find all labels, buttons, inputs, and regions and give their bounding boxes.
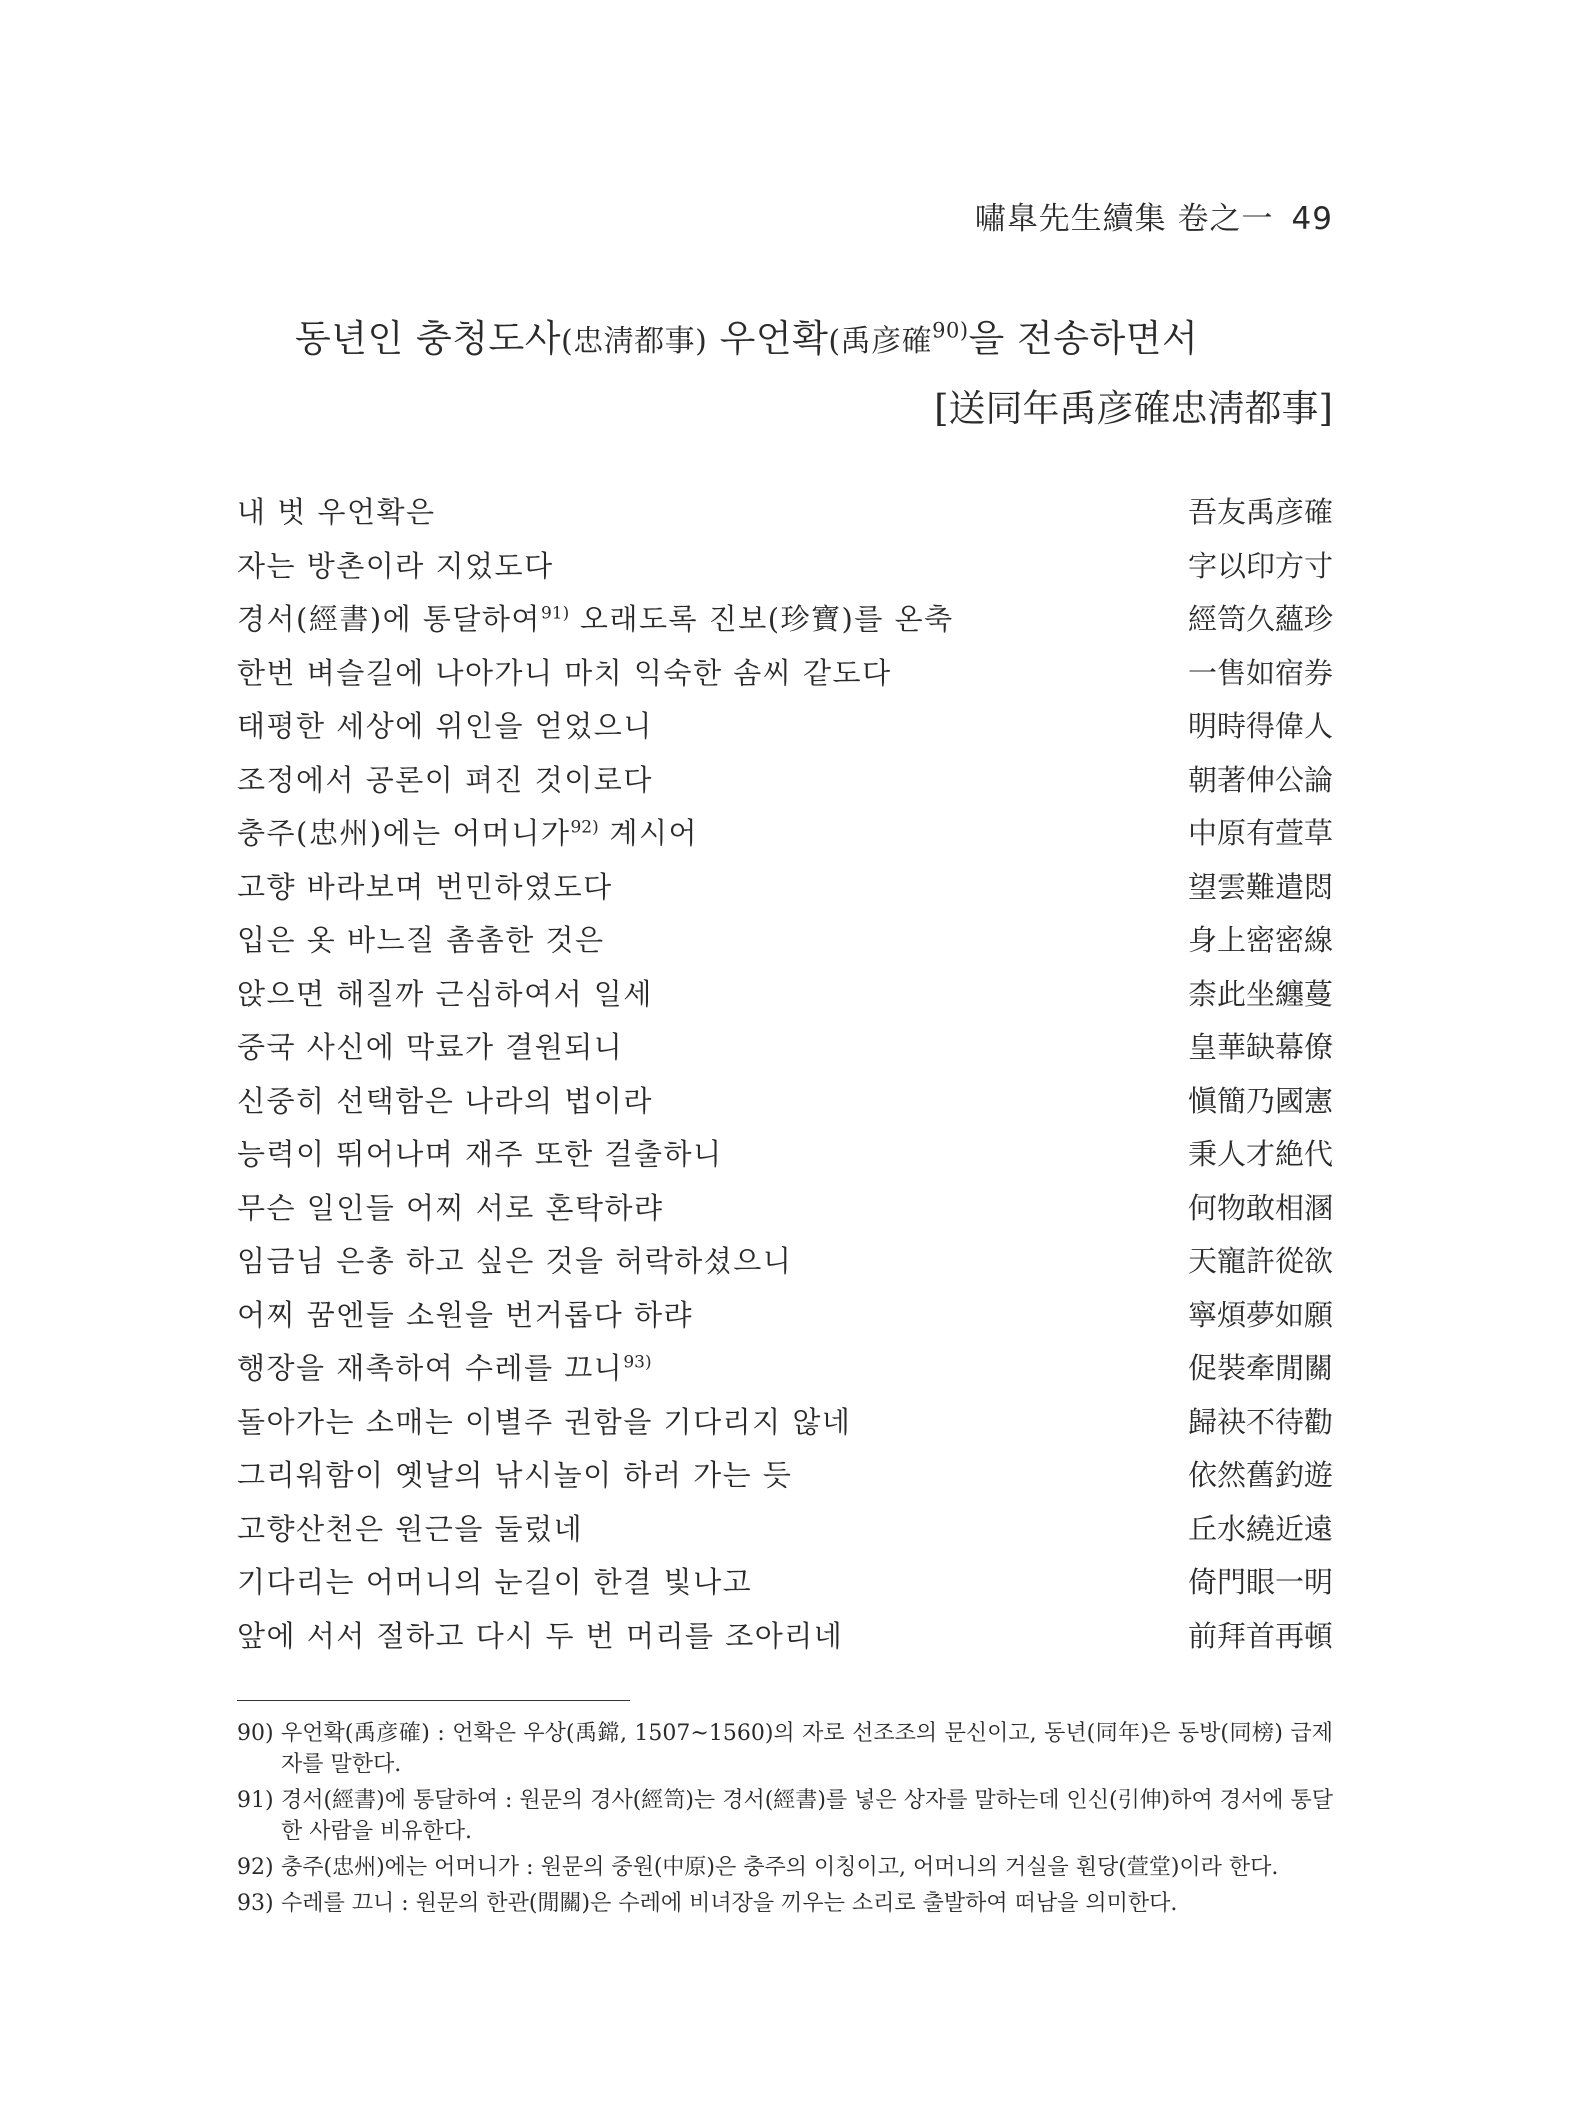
poem-hanja: 促裝牽閒關 [1187, 1351, 1333, 1385]
poem-korean [237, 704, 653, 745]
poem-hanja: 中原有萱草 [1187, 816, 1333, 850]
footnote-ref: 92) [570, 817, 599, 838]
poem-hanja: 吾友禹彦確 [1187, 495, 1333, 529]
poem-korean [237, 1293, 693, 1334]
poem-korean [237, 1453, 792, 1494]
poem-line [237, 758, 1333, 812]
poem-korean-text: 한번 벼슬길에 나아가니 마치 익숙한 솜씨 같도다 [237, 655, 892, 690]
poem-korean [237, 1400, 851, 1441]
poem-korean-text: 어찌 꿈엔들 소원을 번거롭다 하랴 [237, 1297, 694, 1332]
poem-hanja: 秉人才絶代 [1187, 1137, 1333, 1171]
poem-hanja: 天寵許從欲 [1187, 1244, 1333, 1278]
poem-korean-text-cont: 계시어 [598, 816, 698, 850]
footnote [237, 1852, 1333, 1883]
title-part-1: 동년인 충청도사 [295, 317, 561, 360]
poem-korean [237, 1346, 652, 1387]
poem-hanja: 倚門眼一明 [1187, 1565, 1333, 1599]
poem-hanja: 愼簡乃國憲 [1187, 1083, 1333, 1118]
poem-hanja: 字以印方寸 [1187, 548, 1333, 583]
poem-korean-text: 능력이 뛰어나며 재주 또한 걸출하니 [237, 1137, 723, 1171]
footnote [237, 1785, 1333, 1847]
poem-title [295, 308, 1198, 362]
poem-korean-text: 자는 방촌이라 지었도다 [237, 548, 554, 583]
footnote-number: 90) [237, 1721, 274, 1746]
poem-line [237, 1560, 1333, 1614]
poem-korean [237, 918, 605, 959]
poem-korean [237, 972, 653, 1013]
poem-korean [237, 1186, 664, 1227]
poem-korean [237, 1560, 752, 1601]
poem-line [237, 1186, 1333, 1240]
poem-line [237, 704, 1333, 758]
poem-line [237, 1293, 1333, 1347]
poem-subtitle: [送同年禹彦確忠淸都事] [934, 387, 1333, 430]
poem-korean [237, 1239, 792, 1280]
poem-korean-text: 내 벗 우언확은 [237, 495, 436, 529]
poem-korean [237, 1507, 583, 1548]
poem-korean-text: 조정에서 공론이 펴진 것이로다 [237, 762, 653, 797]
poem-korean-text: 그리워함이 옛날의 낚시놀이 하러 가는 듯 [237, 1458, 793, 1492]
footnote [237, 1888, 1333, 1919]
footnote [237, 1718, 1333, 1780]
footnote-text: 우언확(禹彦確) : 언확은 우상(禹鏛, 1507~1560)의 자로 선조조의 문신이고, 동년(同年)은 동방(同榜) 급제자를 말한다. [281, 1721, 1333, 1777]
poem-hanja: 朝著伸公論 [1187, 762, 1333, 797]
footnote-number: 93) [237, 1891, 274, 1916]
poem-line [237, 490, 1333, 544]
footnote-number: 92) [237, 1855, 274, 1880]
poem-hanja: 望雲難遣悶 [1187, 869, 1333, 904]
poem-korean [237, 811, 698, 852]
poem-hanja: 何物敢相溷 [1187, 1190, 1333, 1225]
poem-korean-text: 임금님 은총 하고 싶은 것을 허락하셨으니 [237, 1244, 793, 1278]
poem-korean-text: 무슨 일인들 어찌 서로 혼탁하랴 [237, 1190, 664, 1225]
poem-line [237, 1614, 1333, 1668]
poem-hanja: 前拜首再頓 [1187, 1618, 1333, 1653]
footnotes [237, 1718, 1333, 1924]
poem-line [237, 1239, 1333, 1293]
footnote-text: 충주(忠州)에는 어머니가 : 원문의 중원(中原)은 충주의 이칭이고, 어머니의 거실을 훤당(萱堂)이라 한다. [281, 1855, 1279, 1880]
poem-korean [237, 544, 554, 585]
poem-korean-text: 태평한 세상에 위인을 얻었으니 [237, 709, 653, 743]
poem-korean-text: 중국 사신에 막료가 결원되니 [237, 1030, 624, 1064]
poem-korean-text: 앞에 서서 절하고 다시 두 번 머리를 조아리네 [237, 1618, 844, 1653]
poem-line [237, 972, 1333, 1026]
page-number: 49 [1291, 201, 1333, 237]
poem-korean-text: 돌아가는 소매는 이별주 권함을 기다리지 않네 [237, 1404, 852, 1439]
poem-line [237, 651, 1333, 705]
title-paren-2: (禹彦確 [828, 324, 933, 359]
footnote-text: 수레를 끄니 : 원문의 한관(閒關)은 수레에 비녀장을 끼우는 소리로 출발하여 떠남을 의미한다. [281, 1891, 1178, 1916]
poem-korean [237, 490, 436, 531]
footnote-divider [237, 1700, 630, 1701]
poem-hanja: 皇華缺幕僚 [1187, 1030, 1333, 1064]
poem-korean [237, 1614, 843, 1655]
poem-korean-text: 신중히 선택함은 나라의 법이라 [237, 1083, 653, 1118]
poem-line [237, 1025, 1333, 1079]
poem-hanja: 依然舊釣遊 [1187, 1458, 1333, 1492]
poem-hanja: 歸袂不待勸 [1187, 1404, 1333, 1439]
title-paren-1: (忠淸都事) [560, 324, 708, 359]
poem-line [237, 544, 1333, 598]
poem-line [237, 1400, 1333, 1454]
poem-hanja: 明時得偉人 [1187, 709, 1333, 743]
poem-korean-text: 고향 바라보며 번민하였도다 [237, 869, 613, 904]
footnote-ref: 93) [623, 1352, 652, 1373]
poem-body [237, 490, 1333, 1667]
poem-korean-text: 행장을 재촉하여 수레를 끄니 [237, 1351, 624, 1385]
poem-korean [237, 597, 954, 638]
poem-line [237, 1346, 1333, 1400]
poem-korean [237, 1079, 653, 1120]
poem-korean [237, 651, 892, 692]
book-title: 嘯臯先生續集 卷之一 [974, 201, 1274, 237]
poem-hanja: 身上密密線 [1187, 923, 1333, 957]
poem-hanja: 經笥久蘊珍 [1187, 602, 1333, 636]
poem-hanja: 柰此坐纏蔓 [1187, 976, 1333, 1011]
footnote-text: 경서(經書)에 통달하여 : 원문의 경사(經笥)는 경서(經書)를 넣은 상자를 말하는데 인신(引伸)하여 경서에 통달한 사람을 비유한다. [281, 1788, 1333, 1844]
title-part-3: 을 전송하면서 [968, 317, 1199, 360]
poem-korean-text: 고향산천은 원근을 둘렀네 [237, 1511, 584, 1546]
poem-line [237, 811, 1333, 865]
footnote-ref: 91) [540, 603, 570, 624]
poem-korean-text: 입은 옷 바느질 촘촘한 것은 [237, 923, 605, 957]
footnote-number: 91) [237, 1788, 274, 1813]
poem-korean [237, 1132, 723, 1173]
poem-line [237, 597, 1333, 651]
poem-korean-text: 경서(經書)에 통달하여 [237, 602, 541, 636]
poem-hanja: 寧煩夢如願 [1187, 1297, 1333, 1332]
title-footnote-ref: 90) [932, 318, 969, 343]
poem-korean-text: 충주(忠州)에는 어머니가 [237, 816, 571, 850]
poem-hanja: 丘水繞近遠 [1187, 1511, 1333, 1546]
poem-korean-text: 기다리는 어머니의 눈길이 한결 빛나고 [237, 1565, 753, 1599]
poem-korean [237, 865, 613, 906]
poem-line [237, 1079, 1333, 1133]
title-part-2: 우언확 [707, 317, 829, 360]
poem-line [237, 918, 1333, 972]
poem-line [237, 1507, 1333, 1561]
poem-korean [237, 1025, 623, 1066]
poem-korean-text: 앉으면 해질까 근심하여서 일세 [237, 976, 653, 1011]
poem-line [237, 1453, 1333, 1507]
poem-korean [237, 758, 653, 799]
running-head [975, 193, 1333, 238]
poem-line [237, 865, 1333, 919]
poem-korean-text-cont: 오래도록 진보(珍寶)를 온축 [569, 602, 954, 636]
poem-line [237, 1132, 1333, 1186]
poem-hanja: 一售如宿券 [1187, 655, 1333, 690]
